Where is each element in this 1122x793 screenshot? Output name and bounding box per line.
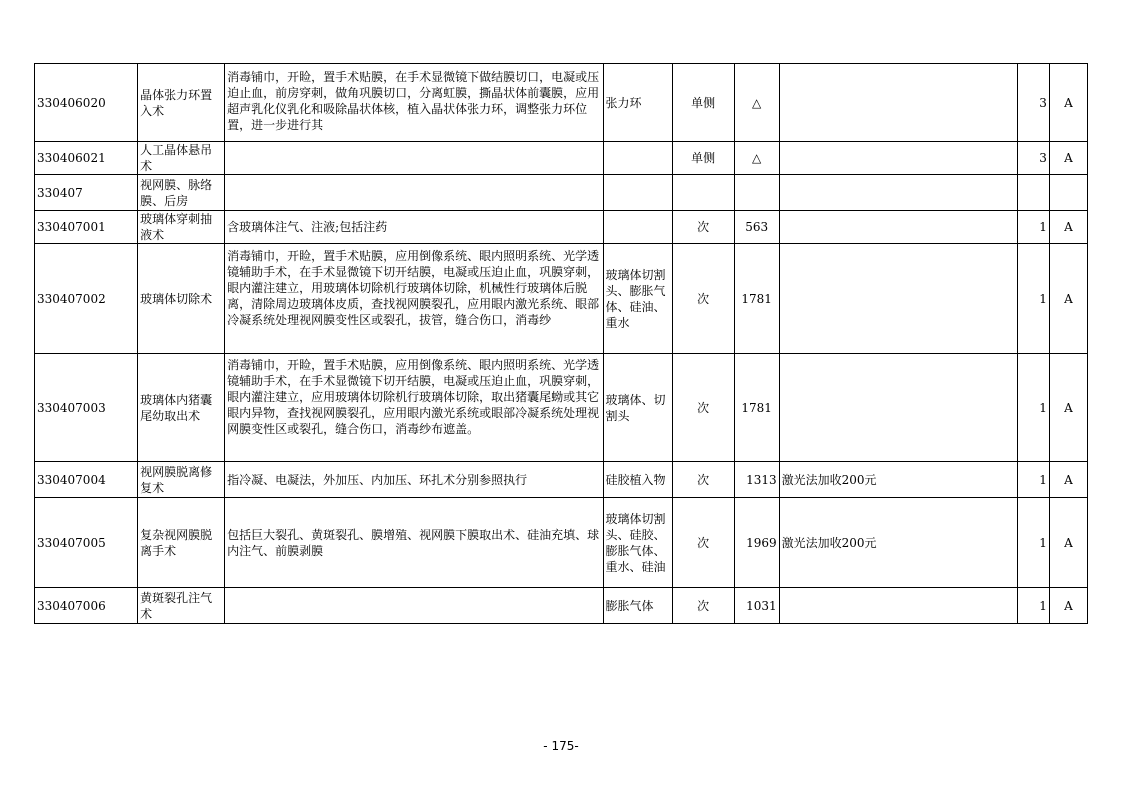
table-row — [35, 498, 1088, 588]
item-price: △ — [734, 142, 779, 175]
item-category: A — [1049, 354, 1087, 462]
item-name: 玻璃体穿刺抽液术 — [138, 211, 225, 244]
item-price: 1031 — [734, 588, 779, 624]
item-exclusion: 玻璃体切割头、膨胀气体、硅油、重水 — [603, 244, 672, 354]
item-unit: 次 — [672, 498, 734, 588]
item-content — [225, 244, 603, 354]
item-note — [779, 588, 1017, 624]
item-unit: 次 — [672, 588, 734, 624]
item-exclusion: 张力环 — [603, 64, 672, 142]
item-category: A — [1049, 498, 1087, 588]
item-content-text: 消毒铺巾，开睑，置手术贴膜，应用倒像系统、眼内照明系统、光学透镜辅助手术，在手术显微镜下切开结膜，电凝或压迫止血，巩膜穿刺，眼内灌注建立，应用玻璃体切除机行玻璃体切除，取出猪囊尾蚴或其它眼内异物，查找视网膜裂孔，应用眼内激光系统或眼部冷凝系统处理视网膜变性区或裂孔，缝合伤口，消毒纱布遮盖。 — [227, 357, 600, 436]
item-category: A — [1049, 211, 1087, 244]
item-level — [1017, 175, 1049, 211]
item-content — [225, 588, 603, 624]
item-name: 人工晶体悬吊术 — [138, 142, 225, 175]
item-exclusion: 玻璃体切割头、硅胶、膨胀气体、重水、硅油 — [603, 498, 672, 588]
item-content — [225, 354, 603, 462]
item-unit: 次 — [672, 462, 734, 498]
table-row — [35, 462, 1088, 498]
item-note — [779, 142, 1017, 175]
item-code: 330407004 — [35, 462, 138, 498]
table-row — [35, 354, 1088, 462]
item-level: 1 — [1017, 462, 1049, 498]
item-category: A — [1049, 244, 1087, 354]
item-code: 330407 — [35, 175, 138, 211]
item-unit: 次 — [672, 244, 734, 354]
item-name: 玻璃体内猪囊尾幼取出术 — [138, 354, 225, 462]
item-name: 晶体张力环置入术 — [138, 64, 225, 142]
item-content-text: 消毒铺巾，开睑，置手术贴膜，在手术显微镜下做结膜切口，电凝或压迫止血，前房穿刺，做角巩膜切口，分离虹膜，撕晶状体前囊膜，应用超声乳化仪乳化和吸除晶状体核，植入晶状体张力环，调整张力环位置，进一步进行其 — [227, 69, 600, 132]
item-category: A — [1049, 588, 1087, 624]
item-price: 1781 — [734, 244, 779, 354]
item-exclusion — [603, 175, 672, 211]
item-unit: 次 — [672, 211, 734, 244]
table-row — [35, 64, 1088, 142]
item-price: 563 — [734, 211, 779, 244]
item-name: 复杂视网膜脱离手术 — [138, 498, 225, 588]
table-row — [35, 588, 1088, 624]
item-category — [1049, 175, 1087, 211]
item-price — [734, 175, 779, 211]
item-note — [779, 244, 1017, 354]
item-level: 1 — [1017, 244, 1049, 354]
item-level: 3 — [1017, 64, 1049, 142]
item-exclusion: 硅胶植入物 — [603, 462, 672, 498]
item-name: 黄斑裂孔注气术 — [138, 588, 225, 624]
item-note: 激光法加收200元 — [779, 462, 1017, 498]
item-code: 330407002 — [35, 244, 138, 354]
page-number: - 175- — [543, 739, 579, 753]
item-unit — [672, 175, 734, 211]
table-row — [35, 175, 1088, 211]
item-content — [225, 175, 603, 211]
item-code: 330407005 — [35, 498, 138, 588]
table-row — [35, 244, 1088, 354]
item-content — [225, 142, 603, 175]
item-category: A — [1049, 142, 1087, 175]
item-price: 1969 — [734, 498, 779, 588]
item-exclusion — [603, 211, 672, 244]
item-price: △ — [734, 64, 779, 142]
item-content: 指冷凝、电凝法，外加压、内加压、环扎术分别参照执行 — [225, 462, 603, 498]
item-level: 1 — [1017, 588, 1049, 624]
item-note — [779, 175, 1017, 211]
item-name: 视网膜、脉络膜、后房 — [138, 175, 225, 211]
item-note: 激光法加收200元 — [779, 498, 1017, 588]
item-content: 含玻璃体注气、注液;包括注药 — [225, 211, 603, 244]
item-unit: 单侧 — [672, 142, 734, 175]
item-code: 330406020 — [35, 64, 138, 142]
item-level: 1 — [1017, 354, 1049, 462]
item-content: 包括巨大裂孔、黄斑裂孔、膜增殖、视网膜下膜取出术、硅油充填、球内注气、前膜剥膜 — [225, 498, 603, 588]
item-price: 1313 — [734, 462, 779, 498]
fee-table — [34, 63, 1088, 624]
item-unit: 次 — [672, 354, 734, 462]
item-exclusion — [603, 142, 672, 175]
item-exclusion: 玻璃体、切割头 — [603, 354, 672, 462]
item-category: A — [1049, 462, 1087, 498]
item-note — [779, 354, 1017, 462]
item-code: 330407003 — [35, 354, 138, 462]
item-note — [779, 211, 1017, 244]
item-code: 330407006 — [35, 588, 138, 624]
table-row — [35, 211, 1088, 244]
item-unit: 单侧 — [672, 64, 734, 142]
item-level: 1 — [1017, 498, 1049, 588]
item-price: 1781 — [734, 354, 779, 462]
item-level: 1 — [1017, 211, 1049, 244]
item-code: 330407001 — [35, 211, 138, 244]
item-name: 视网膜脱离修复术 — [138, 462, 225, 498]
item-category: A — [1049, 64, 1087, 142]
item-content-text: 消毒铺巾，开睑，置手术贴膜，应用倒像系统、眼内照明系统、光学透镜辅助手术，在手术显微镜下切开结膜，电凝或压迫止血，巩膜穿刺，眼内灌注建立，用玻璃体切除机行玻璃体切除，机械性行玻璃体后脱离，清除周边玻璃体皮质，查找视网膜裂孔，应用眼内激光系统、眼部冷凝系统处理视网膜变性区或裂孔，拔管，缝合伤口，消毒纱 — [227, 248, 600, 327]
item-content — [225, 64, 603, 142]
item-name: 玻璃体切除术 — [138, 244, 225, 354]
table-row — [35, 142, 1088, 175]
item-code: 330406021 — [35, 142, 138, 175]
item-level: 3 — [1017, 142, 1049, 175]
item-exclusion: 膨胀气体 — [603, 588, 672, 624]
item-note — [779, 64, 1017, 142]
